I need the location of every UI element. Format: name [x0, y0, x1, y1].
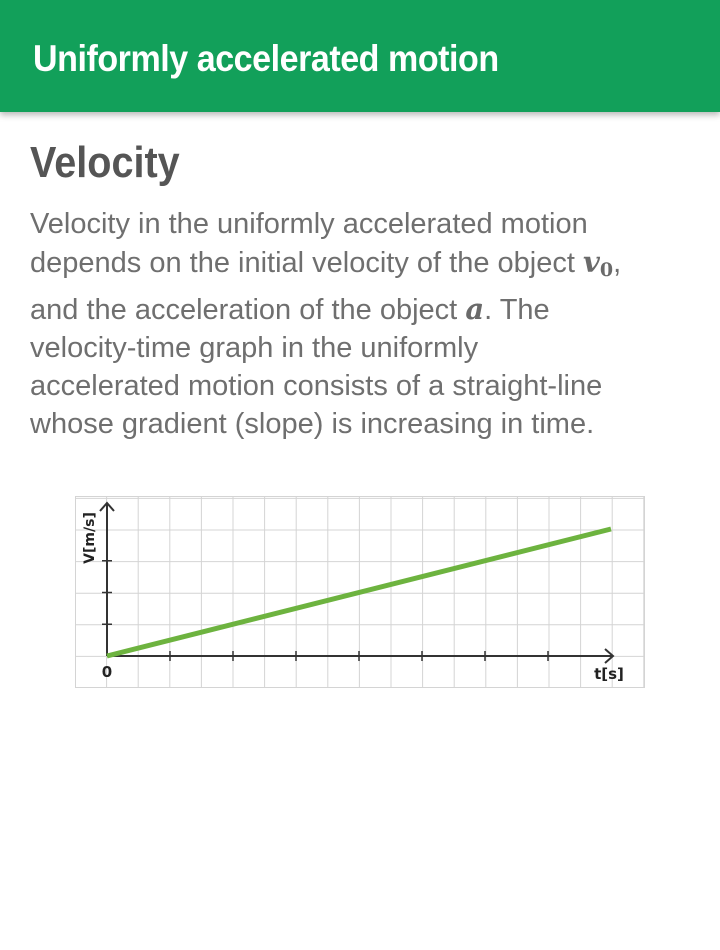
paragraph-line-3 — [30, 290, 700, 329]
v-subscript: 0 — [599, 259, 614, 281]
app-bar — [0, 0, 720, 112]
section-title: Velocity — [30, 138, 180, 187]
initial-velocity-symbol — [583, 245, 613, 279]
v-symbol: v — [582, 245, 600, 279]
velocity-time-chart — [75, 496, 645, 688]
y-axis-label: V[m/s] — [82, 512, 98, 564]
acceleration-symbol: a — [465, 292, 485, 326]
app-title: Uniformly accelerated motion — [33, 38, 499, 79]
v-comma: , — [613, 247, 622, 279]
paragraph-line-1: Velocity in the uniformly accelerated motion — [30, 208, 588, 240]
paragraph-line-2 — [30, 243, 700, 290]
paragraph-line-3-text: and the acceleration of the object — [30, 294, 466, 326]
description-paragraph — [30, 205, 700, 443]
chart-labels — [82, 512, 624, 683]
paragraph-line-4: velocity-time graph in the uniformly — [30, 332, 479, 364]
paragraph-line-5: accelerated motion consists of a straight-line — [30, 370, 603, 402]
paragraph-line-6: whose gradient (slope) is increasing in time. — [30, 408, 595, 440]
paragraph-line-2-text: depends on the initial velocity of the object — [30, 247, 583, 279]
paragraph-line-3-post: . The — [484, 294, 550, 326]
origin-label: 0 — [101, 663, 113, 681]
content-area — [0, 112, 720, 950]
chart-svg — [75, 496, 645, 688]
x-axis-label: t[s] — [594, 665, 624, 683]
